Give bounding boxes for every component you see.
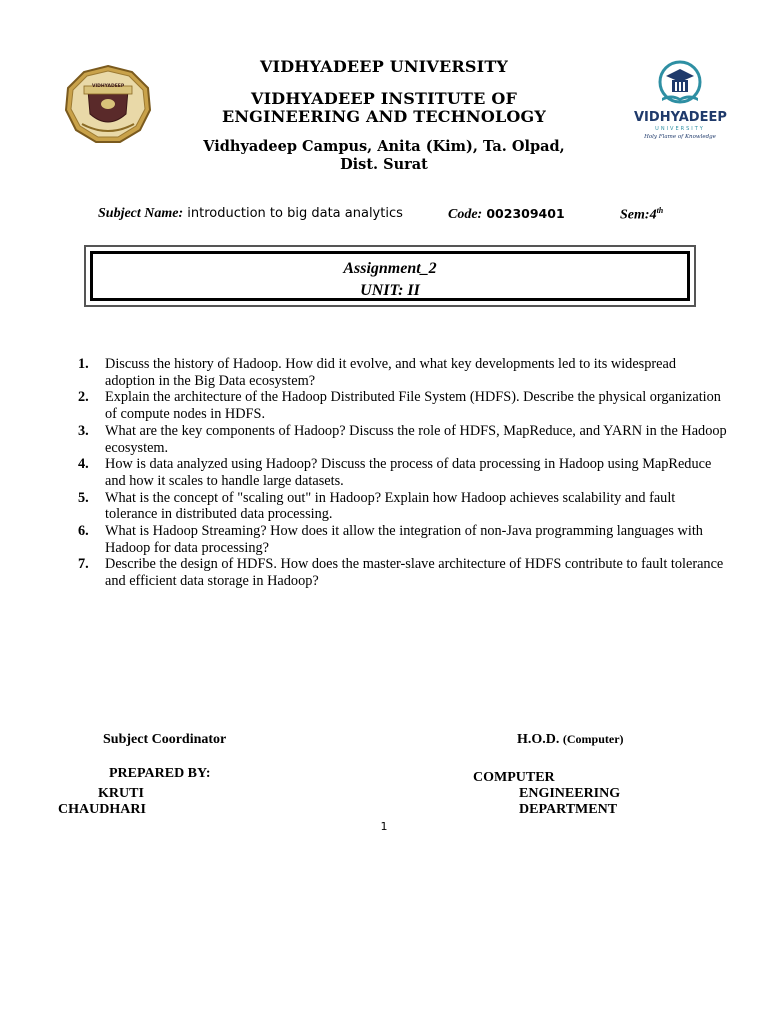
question-item [78, 423, 728, 456]
preparer-name-line2: CHAUDHARI [58, 802, 146, 817]
question-text: What is the concept of "scaling out" in Hadoop? Explain how Hadoop achieves scalability and fault tolerance in distributed data processing. [105, 489, 676, 523]
subject-code-label: Code: [448, 207, 483, 222]
subject-name-value: introduction to big data analytics [187, 206, 403, 221]
question-number: 3. [78, 422, 89, 439]
question-number: 6. [78, 523, 89, 540]
university-name: VIDHYADEEP UNIVERSITY [259, 57, 509, 76]
institute-name-line2: ENGINEERING AND TECHNOLOGY [221, 107, 547, 126]
hod-title: H.O.D. [517, 732, 560, 747]
question-text: What are the key components of Hadoop? Discuss the role of HDFS, MapReduce, and YARN in the Hadoop ecosystem. [105, 422, 727, 456]
right-logo-tagline: Holy Flame of Knowledge [644, 134, 716, 140]
hod-label [517, 732, 624, 748]
question-text: Explain the architecture of the Hadoop Distributed File System (HDFS). Describe the physical organization of compute nodes in HDFS. [105, 389, 721, 423]
department-line3: DEPARTMENT [519, 802, 618, 817]
question-text: How is data analyzed using Hadoop? Discuss the process of data processing in Hadoop using MapReduce and how it scales to handle large datasets. [105, 456, 712, 489]
hod-department: (Computer) [562, 732, 624, 746]
assignment-title: Assignment_2 [343, 260, 437, 277]
question-list [78, 356, 728, 590]
unit-title: UNIT: II [360, 282, 420, 299]
assignment-box [84, 245, 696, 307]
question-number: 5. [78, 489, 89, 506]
campus-address-line1: Vidhyadeep Campus, Anita (Kim), Ta. Olpad, [203, 138, 565, 155]
question-number: 4. [78, 456, 89, 473]
page-number: 1 [380, 820, 388, 833]
prepared-by-label: PREPARED BY: [109, 766, 211, 781]
department-line2: ENGINEERING [519, 786, 621, 801]
question-number: 7. [78, 556, 89, 573]
campus-address-line2: Dist. Surat [340, 156, 428, 173]
question-text: What is Hadoop Streaming? How does it allow the integration of non-Java programming languages with Hadoop for data processing? [105, 523, 703, 556]
semester-suffix: th [656, 206, 664, 215]
question-number: 1. [78, 356, 89, 372]
question-item [78, 356, 728, 389]
question-item [78, 490, 728, 523]
department-line1: COMPUTER [473, 770, 555, 785]
preparer-name-line1: KRUTI [98, 786, 144, 801]
institute-name-line1: VIDHYADEEP INSTITUTE OF [250, 89, 518, 108]
question-item [78, 523, 728, 556]
semester-label: Sem: [620, 207, 650, 223]
subject-row [98, 206, 718, 226]
subject-name-label: Subject Name: [98, 206, 184, 221]
semester-value: 4 [649, 207, 657, 223]
subject-code-value: 002309401 [486, 206, 565, 221]
question-text: Discuss the history of Hadoop. How did it evolve, and what key developments led to its widespread adoption in the Big Data ecosystem? [105, 356, 676, 389]
question-item [78, 389, 728, 422]
question-item [78, 556, 728, 589]
question-number: 2. [78, 389, 89, 406]
right-logo-sub: UNIVERSITY [655, 126, 705, 132]
subject-coordinator-label: Subject Coordinator [103, 732, 227, 747]
right-logo-name: VIDHYADEEP [634, 110, 727, 125]
question-item [78, 456, 728, 489]
question-text: Describe the design of HDFS. How does the master-slave architecture of HDFS contribute to fault tolerance and efficient data storage in Hadoop? [105, 556, 724, 590]
left-logo-text: VIDHYADEEP [92, 84, 125, 89]
